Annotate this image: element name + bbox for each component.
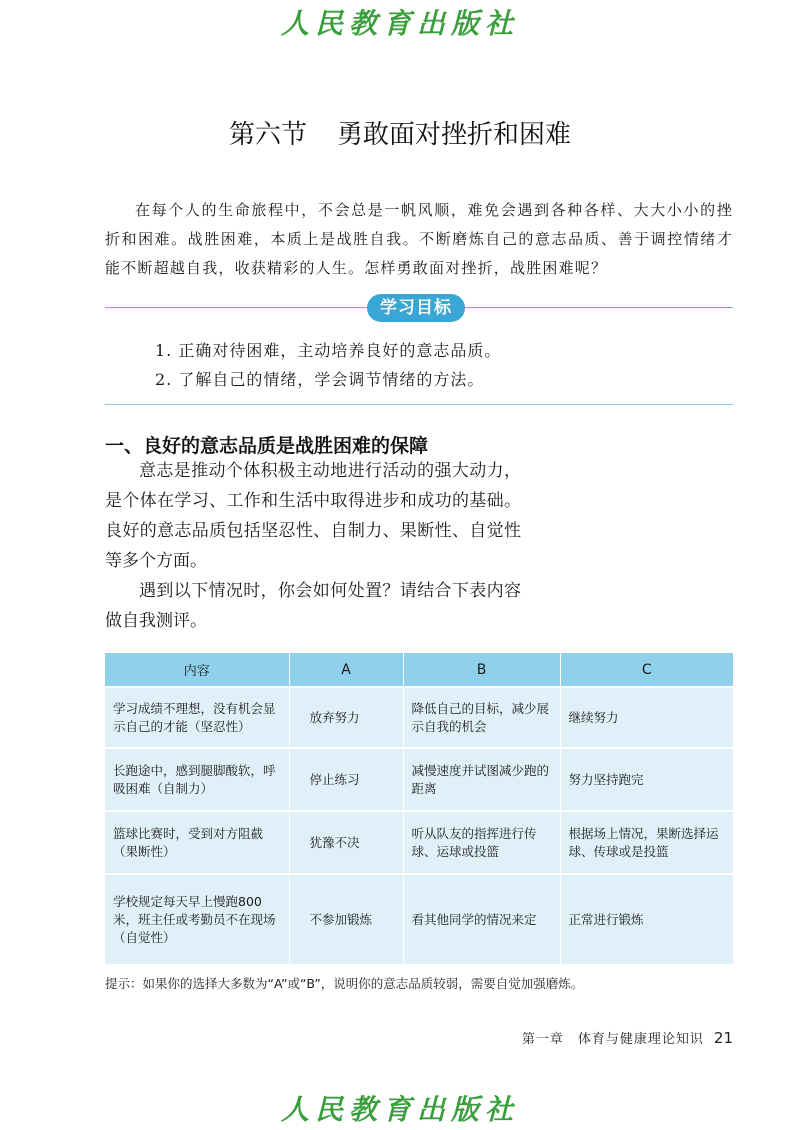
objective-item-2: 2. 了解自己的情绪，学会调节情绪的方法。	[155, 370, 485, 389]
table-cell: 长跑途中，感到腿脚酸软，呼吸困难（自制力）	[105, 748, 289, 811]
footer-chapter: 第一章	[521, 1032, 564, 1047]
publisher-logo-bottom: 人民教育出版社	[280, 1093, 519, 1126]
table-cell: 停止练习	[289, 748, 403, 811]
table-cell: 继续努力	[560, 687, 733, 748]
body-paragraph-1: 意志是推动个体积极主动地进行活动的强大动力，是个体在学习、工作和生活中取得进步和成功的基础。良好的意志品质包括坚忍性、自制力、果断性、自觉性等多个方面。	[105, 461, 521, 571]
table-header-a: A	[289, 653, 403, 687]
objectives-bottom-rule	[105, 404, 733, 405]
table-cell: 学校规定每天早上慢跑800米，班主任或考勤员不在现场（自觉性）	[105, 874, 289, 964]
table-cell: 不参加锻炼	[289, 874, 403, 964]
table-cell: 降低自己的目标，减少展示自我的机会	[403, 687, 560, 748]
table-header-c: C	[560, 653, 733, 687]
footer-chapter-title: 体育与健康理论知识	[577, 1032, 704, 1047]
objective-item-1: 1. 正确对待困难，主动培养良好的意志品质。	[155, 341, 502, 360]
publisher-logo-top: 人民教育出版社	[280, 7, 519, 40]
table-cell: 减慢速度并试图减少跑的距离	[403, 748, 560, 811]
table-cell: 听从队友的指挥进行传球、运球或投篮	[403, 811, 560, 874]
body-paragraph-2: 遇到以下情况时，你会如何处置？请结合下表内容做自我测评。	[105, 581, 521, 631]
table-header-row	[105, 653, 733, 687]
objectives-badge: 学习目标	[367, 294, 465, 322]
table-row	[105, 874, 733, 964]
tip-note: 提示：如果你的选择大多数为“A”或“B”，说明你的意志品质较弱，需要自觉加强磨炼。	[105, 976, 584, 991]
table-header-content: 内容	[105, 653, 289, 687]
table-cell: 放弃努力	[289, 687, 403, 748]
table-cell: 正常进行锻炼	[560, 874, 733, 964]
section-title	[0, 114, 800, 151]
table-cell: 根据场上情况，果断选择运球、传球或是投篮	[560, 811, 733, 874]
table-row	[105, 687, 733, 748]
self-assessment-table	[105, 653, 733, 964]
subsection-heading: 一、良好的意志品质是战胜困难的保障	[105, 435, 429, 457]
section-number: 第六节	[228, 120, 307, 150]
table-cell: 篮球比赛时，受到对方阻截（果断性）	[105, 811, 289, 874]
table-cell: 学习成绩不理想，没有机会显示自己的才能（坚忍性）	[105, 687, 289, 748]
table-header-b: B	[403, 653, 560, 687]
table-cell: 努力坚持跑完	[560, 748, 733, 811]
section-title-text: 勇敢面对挫折和困难	[337, 120, 572, 150]
table-row	[105, 748, 733, 811]
intro-paragraph: 在每个人的生命旅程中，不会总是一帆风顺，难免会遇到各种各样、大大小小的挫折和困难。战胜困难，本质上是战胜自我。不断磨炼自己的意志品质、善于调控情绪才能不断超越自我，收获精彩的人生。怎样勇敢面对挫折，战胜困难呢？	[105, 201, 733, 277]
page-footer	[522, 1028, 733, 1047]
page-number: 21	[713, 1029, 733, 1047]
table-row	[105, 811, 733, 874]
table-cell: 犹豫不决	[289, 811, 403, 874]
table-cell: 看其他同学的情况来定	[403, 874, 560, 964]
